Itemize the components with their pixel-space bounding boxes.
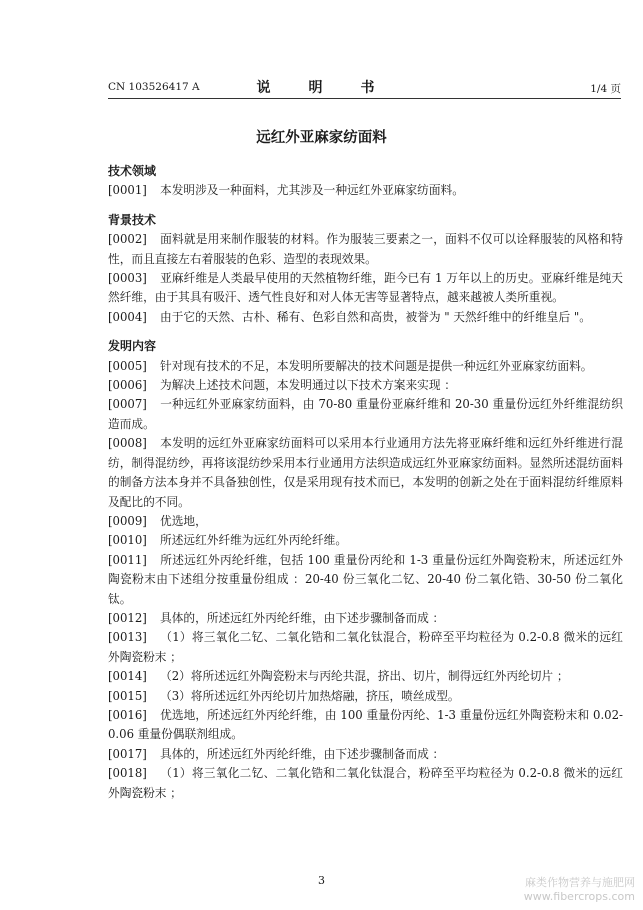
paragraph-number: [0014] — [108, 669, 147, 684]
paragraph-text: 具体的，所述远红外丙纶纤维，由下述步骤制备而成 ： — [160, 746, 445, 761]
paragraph — [108, 667, 623, 686]
paragraph-number: [0011] — [108, 552, 147, 567]
paragraph-number: [0005] — [108, 358, 147, 373]
paragraph — [108, 551, 623, 609]
section-heading: 技术领域 — [108, 164, 157, 178]
header-divider — [108, 98, 621, 99]
header-title: 说 明 书 — [256, 80, 387, 96]
watermark-line: www.fibercrops.com — [523, 890, 635, 903]
paragraph-text: 具体的，所述远红外丙纶纤维，由下述步骤制备而成 ： — [160, 610, 445, 625]
paragraph-number: [0009] — [108, 513, 147, 528]
paragraph-number: [0010] — [108, 533, 147, 548]
page-indicator: 1/4 页 — [590, 83, 621, 95]
paragraph — [108, 308, 623, 327]
paragraph-text: 由于它的天然、古朴、稀有、色彩自然和高贵，被誉为 " 天然纤维中的纤维皇后 "。 — [160, 309, 591, 324]
paragraph-text: （1）将三氧化二钇、二氧化锆和二氧化钛混合，粉碎至平均粒径为 0.2-0.8 微米的远红外陶瓷粉末 ； — [108, 630, 623, 664]
paragraph — [108, 512, 623, 531]
paragraph-number: [0004] — [108, 309, 147, 324]
paragraph-text: 优选地， — [160, 513, 207, 528]
paragraph-number: [0016] — [108, 707, 147, 722]
paragraph-text: 所述远红外丙纶纤维，包括 100 重量份丙纶和 1-3 重量份远红外陶瓷粉末，所述远红外陶瓷粉末由下述组分按重量份组成 ：20-40 份三氧化二钇、20-40 份二氧化锆、30-50 份二氧化钛。 — [108, 552, 623, 606]
paragraph-text: 本发明的远红外亚麻家纺面料可以采用本行业通用方法先将亚麻纤维和远红外纤维进行混纺，制得混纺纱，再将该混纺纱采用本行业通用方法织造成远红外亚麻家纺面料。显然所述混纺面料的制备方法本身并不具备独创性，仅是采用现有技术而已，本发明的创新之处在于面料混纺纤维原料及配比的不同。 — [108, 436, 623, 509]
paragraph — [108, 628, 623, 667]
paragraph-number: [0001] — [108, 183, 147, 198]
paragraph-text: 亚麻纤维是人类最早使用的天然植物纤维，距今已有 1 万年以上的历史。亚麻纤维是纯天然纤维，由于其具有吸汗、透气性良好和对人体无害等显著特点，越来越被人类所重视。 — [108, 271, 623, 305]
paragraph-number: [0012] — [108, 610, 147, 625]
paragraph-text: 所述远红外纤维为远红外丙纶纤维。 — [160, 533, 348, 548]
paragraph-number: [0003] — [108, 271, 147, 286]
paragraph-text: 本发明涉及一种面料，尤其涉及一种远红外亚麻家纺面料。 — [160, 183, 464, 198]
paragraph-number: [0018] — [108, 766, 147, 781]
paragraph-number: [0002] — [108, 232, 147, 247]
watermark — [524, 876, 635, 904]
paragraph-number: [0006] — [108, 378, 147, 393]
paragraph — [108, 609, 623, 628]
paragraph — [108, 357, 623, 376]
paragraph-text: （2）将所述远红外陶瓷粉末与丙纶共混，挤出、切片，制得远红外丙纶切片 ； — [160, 669, 569, 684]
watermark-line: 麻类作物营养与施肥网 — [525, 876, 635, 889]
paragraph-number: [0017] — [108, 746, 147, 761]
paragraph-number: [0015] — [108, 688, 147, 703]
paragraph-text: （3）将所述远红外丙纶切片加热熔融，挤压，喷丝成型。 — [160, 688, 460, 703]
paragraph-text: 针对现有技术的不足，本发明所要解决的技术问题是提供一种远红外亚麻家纺面料。 — [160, 358, 593, 373]
paragraph — [108, 745, 623, 764]
document-body — [108, 156, 623, 803]
paragraph-number: [0013] — [108, 630, 147, 645]
paragraph — [108, 181, 623, 200]
paragraph — [108, 531, 623, 550]
paragraph-text: （1）将三氧化二钇、二氧化锆和二氧化钛混合，粉碎至平均粒径为 0.2-0.8 微米的远红外陶瓷粉末 ； — [108, 766, 623, 800]
paragraph-text: 一种远红外亚麻家纺面料，由 70-80 重量份亚麻纤维和 20-30 重量份远红外纤维混纺织造而成。 — [108, 397, 623, 431]
paragraph — [108, 395, 623, 434]
paragraph — [108, 764, 623, 803]
paragraph-text: 面料就是用来制作服装的材料。作为服装三要素之一，面料不仅可以诠释服装的风格和特性，而且直接左右着服装的色彩、造型的表现效果。 — [108, 232, 623, 266]
paragraph — [108, 230, 623, 269]
page-number: 3 — [318, 874, 325, 887]
document-title: 远红外亚麻家纺面料 — [256, 129, 387, 146]
paragraph-text: 优选地，所述远红外丙纶纤维，由 100 重量份丙纶、1-3 重量份远红外陶瓷粉末和 0.02-0.06 重量份偶联剂组成。 — [108, 707, 623, 742]
paragraph — [108, 434, 623, 512]
paragraph — [108, 376, 623, 395]
publication-number: CN 103526417 A — [108, 81, 200, 93]
paragraph-text: 为解决上述技术问题，本发明通过以下技术方案来实现 ： — [160, 378, 456, 393]
section-heading: 发明内容 — [108, 339, 157, 354]
section-heading: 背景技术 — [108, 212, 157, 227]
paragraph-number: [0008] — [108, 436, 147, 451]
paragraph — [108, 687, 623, 706]
paragraph — [108, 706, 623, 745]
paragraph-number: [0007] — [108, 397, 147, 412]
paragraph — [108, 269, 623, 308]
